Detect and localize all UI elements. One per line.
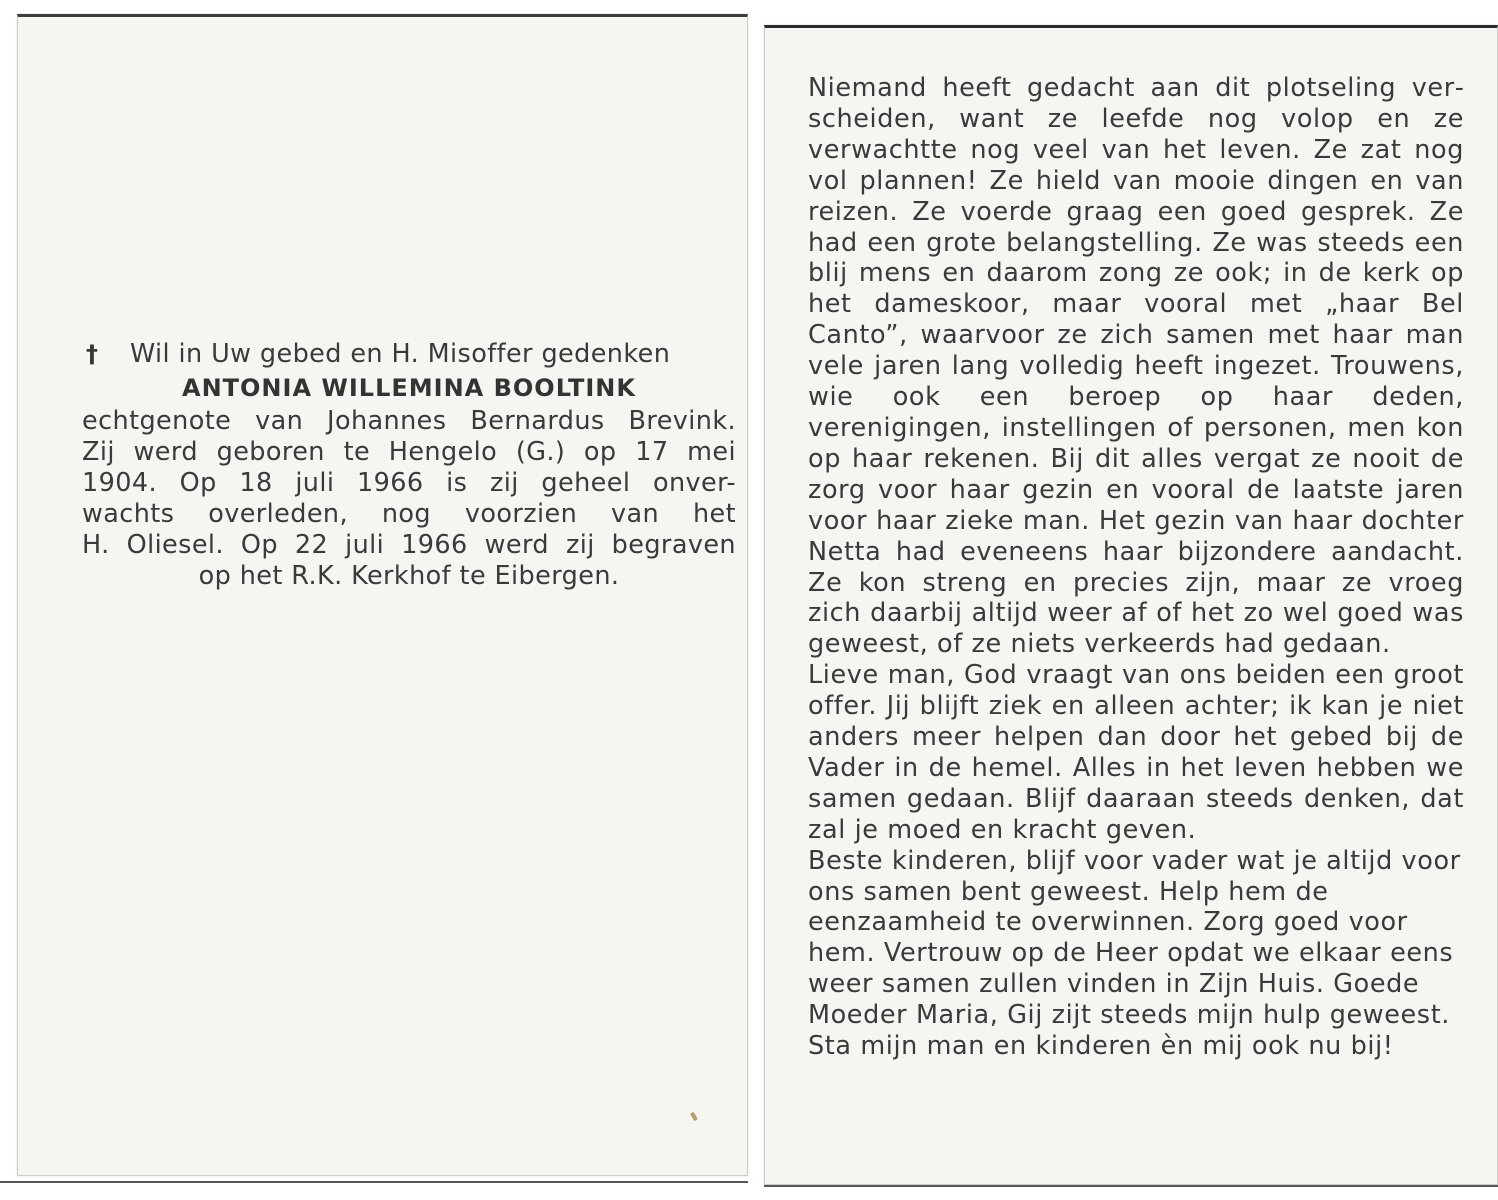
farewell-paragraph: Beste kinderen, blijf voor vader wat je altijd voor ons samen bent geweest. Help hem de eenzaamheid te overwinnen. Zorg goed voor hem. Vertrouw op de Heer opdat we elkaar eens weer samen zullen vinden in Zijn Huis. Goede Moeder Maria, Gij zijt steeds mijn hulp geweest. Sta mijn man en kinderen èn mij ook nu bij!: [808, 845, 1461, 1062]
paper-speck: [690, 1112, 698, 1122]
bio-line: H. Oliesel. Op 22 juli 1966 werd zij begraven: [82, 530, 736, 560]
invocation-text: Wil in Uw gebed en H. Misoffer gedenken: [130, 339, 671, 369]
bio-line-last: op het R.K. Kerkhof te Eibergen.: [198, 561, 620, 591]
deceased-name: ANTONIA WILLEMINA BOOLTINK: [182, 374, 636, 402]
cross-icon: †: [86, 340, 99, 368]
farewell-paragraph: Lieve man, God vraagt van ons beiden een groot offer. Jij blijft ziek en alleen achter; ik kan je niet anders meer helpen dan door het gebed bij de Vader in de hemel. Alles in het leven hebben we samen gedaan. Blijf daaraan steeds denken, dat zal je moed en kracht geven.: [808, 660, 1464, 845]
bio-line: echtgenote van Johannes Bernardus Brevink.: [82, 406, 736, 436]
bio-line: wachts overleden, nog voorzien van het: [82, 499, 736, 529]
invocation-line: [82, 339, 736, 370]
card-edge-line: [764, 1185, 1498, 1187]
memorial-text: [82, 339, 736, 592]
card-edge-line: [0, 1181, 748, 1183]
biography: [82, 406, 736, 592]
farewell-text: [808, 73, 1464, 1062]
memorial-card-back: [764, 25, 1498, 1185]
memorial-card-front: [17, 14, 748, 1176]
bio-line: 1904. Op 18 juli 1966 is zij geheel onver-: [82, 468, 736, 498]
bio-line: Zij werd geboren te Hengelo (G.) op 17 mei: [82, 437, 736, 467]
farewell-paragraph: Niemand heeft gedacht aan dit plotseling verscheiden, want ze leefde nog volop en ze verwachtte nog veel van het leven. Ze zat nog vol plannen! Ze hield van mooie dingen en van reizen. Ze voerde graag een goed gesprek. Ze had een grote belangstelling. Ze was steeds een blij mens en daarom zong ze ook; in de kerk op het dameskoor, maar vooral met „haar Bel Canto”, waarvoor ze zich samen met haar man vele jaren lang volledig heeft ingezet. Trouwens, wie ook een beroep op haar deden, verenigingen, instellingen of personen, men kon op haar rekenen. Bij dit alles vergat ze nooit de zorg voor haar gezin en vooral de laatste jaren voor haar zieke man. Het gezin van haar dochter Netta had eveneens haar bijzondere aandacht. Ze kon streng en precies zijn, maar ze vroeg zich daarbij altijd weer af of het zo wel goed was geweest, of ze niets verkeerds had gedaan.: [808, 73, 1464, 660]
